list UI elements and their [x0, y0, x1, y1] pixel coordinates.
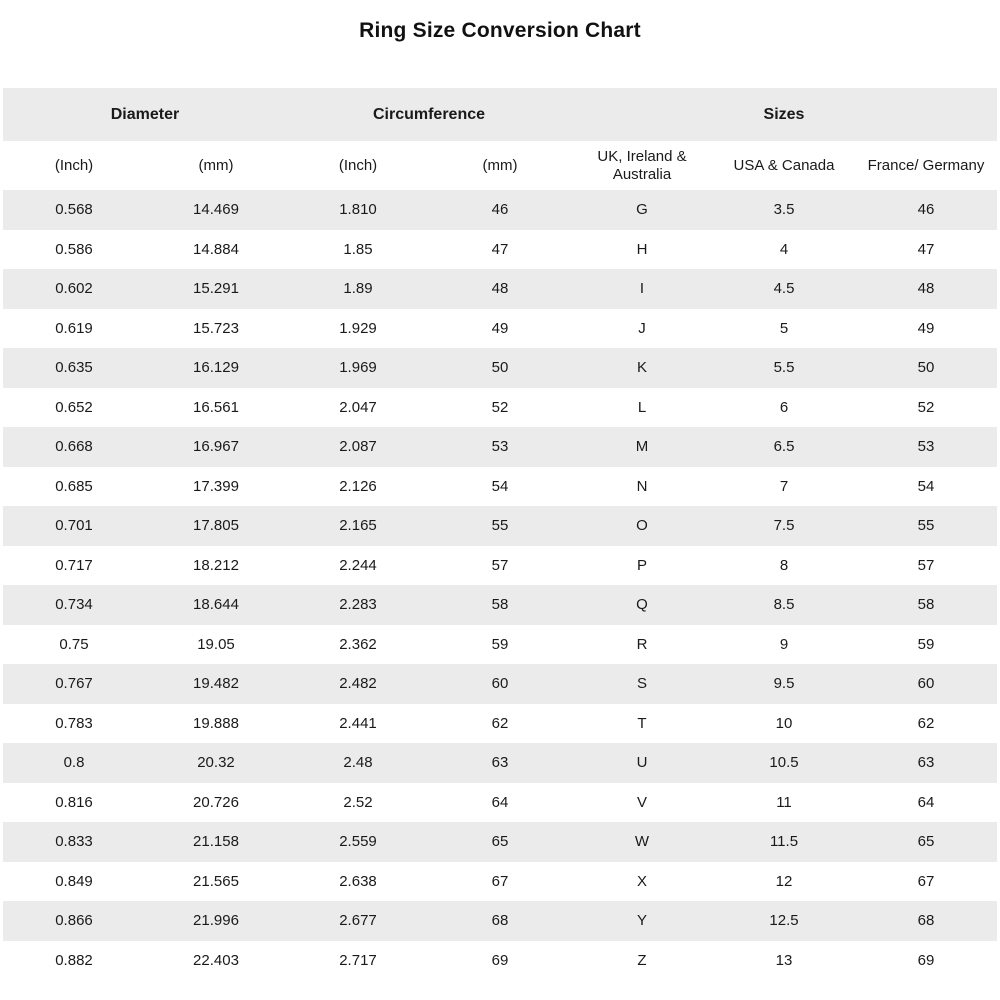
- table-row: [3, 704, 997, 744]
- table-row: [3, 467, 997, 507]
- table-cell: 0.668: [55, 438, 93, 456]
- table-cell: 0.568: [55, 201, 93, 219]
- table-cell: 4.5: [773, 280, 795, 298]
- table-cell: 58: [491, 596, 509, 614]
- table-cell: 14.469: [193, 201, 239, 219]
- table-cell: 2.126: [339, 477, 377, 495]
- table-cell: 63: [491, 754, 509, 772]
- table-row: [3, 783, 997, 823]
- table-cell: 20.32: [197, 754, 235, 772]
- table-cell: 8: [779, 556, 789, 574]
- table-cell: 65: [491, 833, 509, 851]
- table-cell: 12: [775, 872, 793, 890]
- table-cell: 68: [491, 912, 509, 930]
- table-row: [3, 941, 997, 981]
- table-cell: 1.929: [339, 319, 377, 337]
- table-cell: 65: [917, 833, 935, 851]
- group-header-diameter: Diameter: [3, 88, 287, 141]
- table-cell: 15.291: [193, 280, 239, 298]
- table-cell: Y: [636, 912, 647, 930]
- table-cell: 16.967: [193, 438, 239, 456]
- table-cell: R: [636, 635, 648, 653]
- table-cell: S: [636, 675, 647, 693]
- table-cell: 55: [491, 517, 509, 535]
- table-cell: Q: [636, 596, 648, 614]
- table-column-header-row: [3, 141, 997, 190]
- table-cell: 46: [917, 201, 935, 219]
- table-cell: 1.85: [343, 240, 373, 258]
- table-cell: 64: [917, 793, 935, 811]
- column-header-diameter-inch: (Inch): [3, 141, 145, 190]
- table-cell: 58: [917, 596, 935, 614]
- table-cell: 0.734: [55, 596, 93, 614]
- table-cell: K: [636, 359, 647, 377]
- table-cell: 2.244: [339, 556, 377, 574]
- table-cell: 12.5: [769, 912, 799, 930]
- table-cell: 2.677: [339, 912, 377, 930]
- table-cell: 4: [779, 240, 789, 258]
- table-cell: 46: [491, 201, 509, 219]
- table-cell: 60: [917, 675, 935, 693]
- table-cell: 52: [491, 398, 509, 416]
- table-cell: 60: [491, 675, 509, 693]
- table-cell: 9.5: [773, 675, 795, 693]
- table-cell: 68: [917, 912, 935, 930]
- table-cell: 2.559: [339, 833, 377, 851]
- table-cell: 49: [491, 319, 509, 337]
- table-row: [3, 230, 997, 270]
- table-cell: W: [634, 833, 650, 851]
- table-cell: J: [638, 319, 646, 337]
- table-cell: 55: [917, 517, 935, 535]
- table-row: [3, 585, 997, 625]
- table-cell: 7.5: [773, 517, 795, 535]
- table-cell: 0.685: [55, 477, 93, 495]
- column-header-circumference-mm: (mm): [429, 141, 571, 190]
- table-row: [3, 862, 997, 902]
- table-cell: 6: [779, 398, 789, 416]
- table-cell: L: [637, 398, 647, 416]
- table-cell: 57: [491, 556, 509, 574]
- page-header: [0, 0, 1000, 88]
- table-cell: 22.403: [193, 951, 239, 969]
- table-cell: 67: [917, 872, 935, 890]
- table-cell: 0.833: [55, 833, 93, 851]
- page-title: Ring Size Conversion Chart: [359, 19, 641, 42]
- table-cell: 19.05: [197, 635, 235, 653]
- table-cell: 1.969: [339, 359, 377, 377]
- table-cell: 11: [776, 793, 792, 811]
- table-cell: 52: [917, 398, 935, 416]
- table-cell: N: [636, 477, 648, 495]
- table-cell: 50: [491, 359, 509, 377]
- table-cell: 2.165: [339, 517, 377, 535]
- table-cell: I: [639, 280, 645, 298]
- table-cell: 0.635: [55, 359, 93, 377]
- table-cell: 5: [779, 319, 789, 337]
- table-cell: 2.047: [339, 398, 377, 416]
- table-cell: 54: [917, 477, 935, 495]
- table-row: [3, 546, 997, 586]
- table-cell: 21.565: [193, 872, 239, 890]
- table-cell: 8.5: [773, 596, 795, 614]
- table-row: [3, 822, 997, 862]
- table-cell: 6.5: [773, 438, 795, 456]
- table-cell: 54: [491, 477, 509, 495]
- table-row: [3, 743, 997, 783]
- table-container: [3, 88, 997, 980]
- table-cell: Z: [637, 951, 647, 969]
- table-cell: 19.482: [193, 675, 239, 693]
- table-cell: 0.849: [55, 872, 93, 890]
- table-cell: 18.212: [193, 556, 239, 574]
- table-cell: 48: [917, 280, 935, 298]
- table-cell: H: [636, 240, 648, 258]
- table-cell: 69: [917, 951, 935, 969]
- table-row: [3, 664, 997, 704]
- table-row: [3, 427, 997, 467]
- table-cell: 3.5: [773, 201, 795, 219]
- table-row: [3, 901, 997, 941]
- table-cell: 48: [491, 280, 509, 298]
- table-cell: 57: [917, 556, 935, 574]
- table-cell: 2.362: [339, 635, 377, 653]
- table-cell: 2.48: [343, 754, 373, 772]
- table-cell: 0.767: [55, 675, 93, 693]
- table-cell: G: [636, 201, 648, 219]
- table-cell: O: [636, 517, 648, 535]
- table-cell: 0.882: [55, 951, 93, 969]
- table-cell: 21.158: [193, 833, 239, 851]
- table-cell: 0.619: [55, 319, 93, 337]
- table-cell: 21.996: [193, 912, 239, 930]
- ring-size-table: [3, 88, 997, 980]
- table-cell: 2.283: [339, 596, 377, 614]
- table-cell: 0.866: [55, 912, 93, 930]
- table-cell: 62: [917, 714, 935, 732]
- table-cell: 1.810: [339, 201, 377, 219]
- column-header-usa-canada: USA & Canada: [713, 141, 855, 190]
- table-cell: 47: [491, 240, 509, 258]
- table-cell: 64: [491, 793, 509, 811]
- table-cell: X: [636, 872, 647, 890]
- table-cell: 69: [491, 951, 509, 969]
- table-cell: 59: [491, 635, 509, 653]
- table-cell: 53: [917, 438, 935, 456]
- table-cell: 11.5: [769, 833, 799, 851]
- table-cell: T: [637, 714, 647, 732]
- column-header-diameter-mm: (mm): [145, 141, 287, 190]
- table-cell: 17.805: [193, 517, 239, 535]
- table-cell: 53: [491, 438, 509, 456]
- table-cell: 2.482: [339, 675, 377, 693]
- table-cell: 0.717: [55, 556, 93, 574]
- table-cell: 0.701: [55, 517, 93, 535]
- table-cell: 47: [917, 240, 935, 258]
- table-head: [3, 88, 997, 190]
- table-cell: V: [636, 793, 647, 811]
- table-row: [3, 625, 997, 665]
- table-cell: 49: [917, 319, 935, 337]
- table-cell: 7: [779, 477, 789, 495]
- table-cell: 0.8: [63, 754, 85, 772]
- table-cell: 0.602: [55, 280, 93, 298]
- table-cell: 62: [491, 714, 509, 732]
- table-cell: 0.652: [55, 398, 93, 416]
- table-row: [3, 309, 997, 349]
- table-row: [3, 506, 997, 546]
- table-cell: 67: [491, 872, 509, 890]
- table-cell: 50: [917, 359, 935, 377]
- table-cell: P: [636, 556, 647, 574]
- table-row: [3, 190, 997, 230]
- table-row: [3, 269, 997, 309]
- table-body: [3, 190, 997, 980]
- table-cell: 2.441: [339, 714, 377, 732]
- table-cell: 2.52: [343, 793, 373, 811]
- column-header-france-germany: France/ Germany: [855, 141, 997, 190]
- column-header-uk-ireland-australia: UK, Ireland & Australia: [571, 141, 713, 190]
- table-cell: 14.884: [193, 240, 239, 258]
- table-row: [3, 348, 997, 388]
- table-cell: 15.723: [193, 319, 239, 337]
- table-cell: 5.5: [773, 359, 795, 377]
- table-cell: 63: [917, 754, 935, 772]
- table-cell: 10.5: [769, 754, 799, 772]
- table-cell: 2.638: [339, 872, 377, 890]
- table-cell: 2.087: [339, 438, 377, 456]
- table-cell: M: [635, 438, 649, 456]
- table-row: [3, 388, 997, 428]
- table-cell: 59: [917, 635, 935, 653]
- table-cell: 9: [779, 635, 789, 653]
- table-cell: 0.816: [55, 793, 93, 811]
- table-cell: 2.717: [339, 951, 377, 969]
- group-header-sizes: Sizes: [571, 88, 997, 141]
- table-cell: 1.89: [343, 280, 373, 298]
- group-header-circumference: Circumference: [287, 88, 571, 141]
- table-cell: U: [636, 754, 648, 772]
- table-cell: 0.586: [55, 240, 93, 258]
- table-cell: 17.399: [193, 477, 239, 495]
- table-group-header-row: [3, 88, 997, 141]
- table-cell: 16.561: [193, 398, 239, 416]
- table-cell: 19.888: [193, 714, 239, 732]
- table-cell: 10: [775, 714, 793, 732]
- table-cell: 0.75: [59, 635, 89, 653]
- table-cell: 16.129: [193, 359, 239, 377]
- table-cell: 0.783: [55, 714, 93, 732]
- table-cell: 20.726: [193, 793, 239, 811]
- column-header-circumference-inch: (Inch): [287, 141, 429, 190]
- table-cell: 18.644: [193, 596, 239, 614]
- table-cell: 13: [775, 951, 793, 969]
